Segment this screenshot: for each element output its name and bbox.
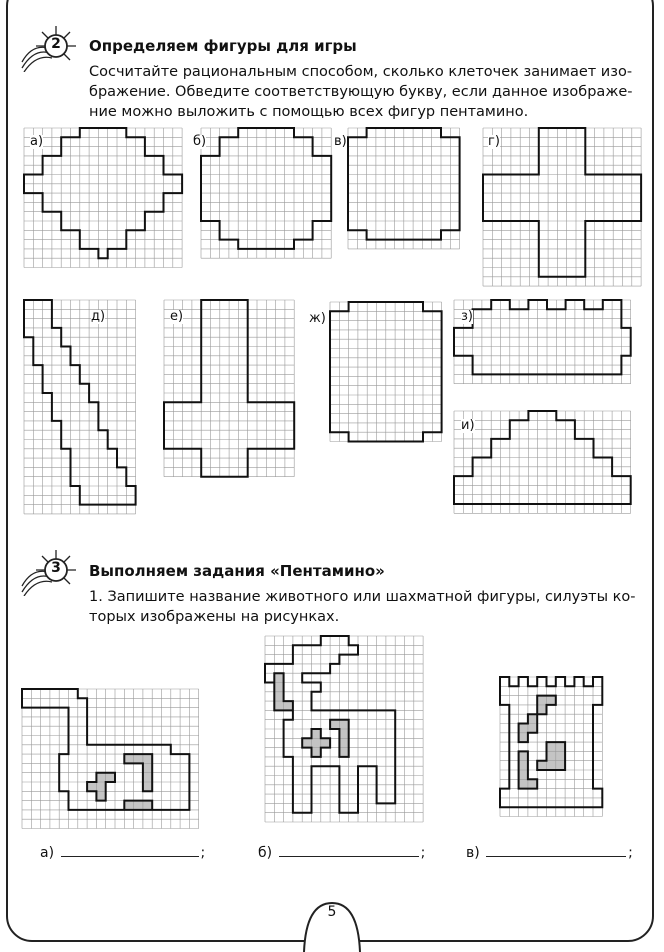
page-number: 5	[327, 904, 337, 920]
answer-a[interactable]	[40, 845, 205, 861]
task-line: 1. Запишите название животного или шахматной фигуры, силуэты ко-	[89, 589, 636, 605]
answer-label: в)	[466, 845, 480, 861]
answer-line[interactable]	[486, 855, 626, 857]
silhouette-a	[21, 688, 200, 830]
figure-e	[163, 299, 295, 478]
figure-label-z: з)	[461, 309, 473, 324]
figure-b	[200, 127, 332, 259]
figure-i	[453, 410, 632, 514]
silhouette-v	[499, 676, 603, 818]
section2-instructions	[89, 62, 633, 122]
silhouette-b	[264, 635, 424, 823]
figure-label-v: в)	[334, 134, 347, 149]
answer-end: ;	[420, 845, 426, 861]
instruction-line: Сосчитайте рациональным способом, сколько клеточек занимает изо-	[89, 64, 633, 80]
answer-label: а)	[40, 845, 55, 861]
answer-line[interactable]	[61, 855, 199, 857]
figure-zh	[329, 301, 443, 443]
figure-v	[347, 127, 461, 250]
instruction-line: бражение. Обведите соответствующую букву, если данное изображе-	[89, 84, 633, 100]
section2-title: Определяем фигуры для игры	[89, 37, 357, 55]
figure-label-g: г)	[488, 134, 500, 149]
figure-label-a: а)	[30, 134, 44, 149]
answer-line[interactable]	[279, 855, 419, 857]
answer-v[interactable]	[466, 845, 633, 861]
section3-title: Выполняем задания «Пентамино»	[89, 562, 385, 580]
section2-number: 2	[51, 36, 61, 52]
answer-end: ;	[200, 845, 206, 861]
figure-a	[23, 127, 183, 269]
figure-label-zh: ж)	[309, 311, 326, 326]
instruction-line: ние можно выложить с помощью всех фигур пентамино.	[89, 104, 529, 120]
figure-label-e: е)	[170, 309, 184, 324]
figure-label-i: и)	[461, 418, 475, 433]
task-line: торых изображены на рисунках.	[89, 609, 340, 625]
figure-label-b: б)	[193, 134, 207, 149]
figure-d	[23, 299, 137, 515]
answer-b[interactable]	[258, 845, 425, 861]
figure-z	[453, 299, 632, 385]
answer-label: б)	[258, 845, 273, 861]
section3-number: 3	[51, 560, 61, 576]
answer-end: ;	[628, 845, 633, 861]
figure-label-d: д)	[91, 309, 106, 324]
section3-task	[89, 587, 636, 627]
figure-g	[482, 127, 642, 287]
